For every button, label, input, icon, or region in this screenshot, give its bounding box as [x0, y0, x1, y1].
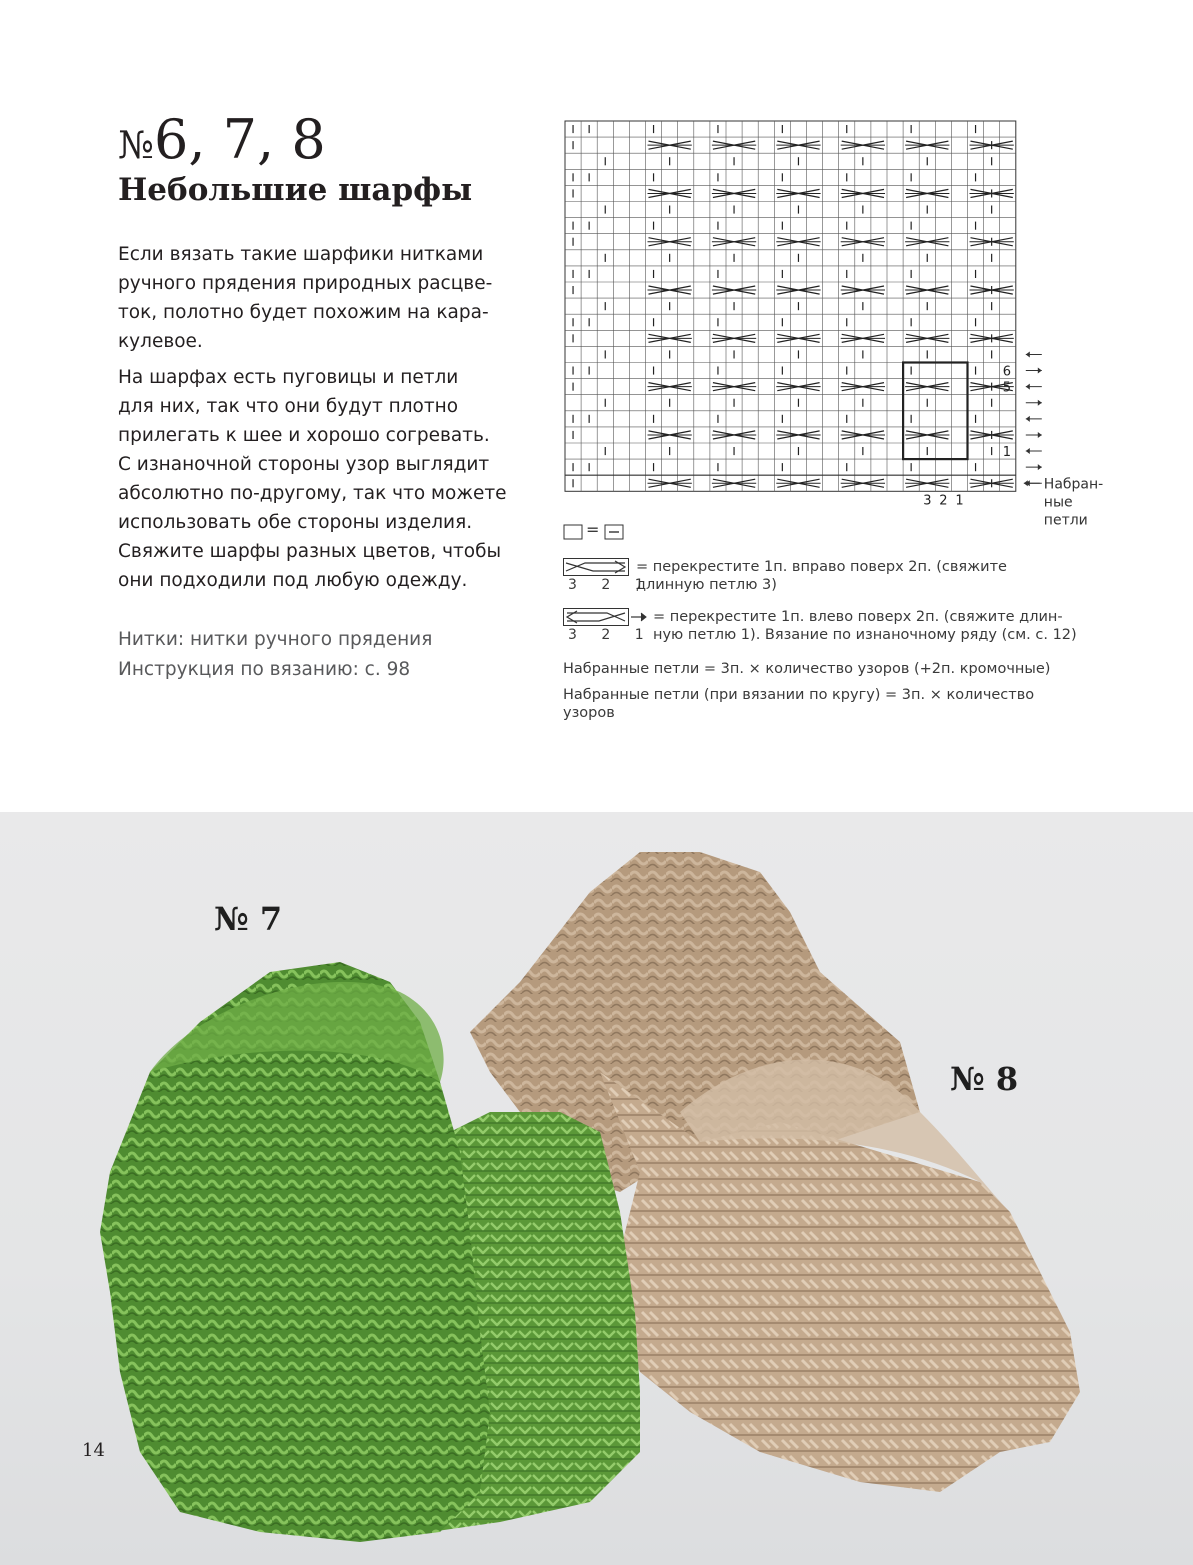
equals-sign: = — [586, 520, 600, 539]
cast-on-label: ные — [1043, 494, 1073, 511]
arrow-head — [1026, 351, 1030, 357]
label-no-7: № 7 — [214, 900, 283, 938]
pattern-numbers: 6, 7, 8 — [153, 108, 326, 171]
intro-paragraph: Если вязать такие шарфики нитками ручного прядения природных расцве- ток, полотно будет похожим на кара- кулевое. — [118, 244, 493, 352]
arrow-head — [1038, 400, 1042, 406]
row-label: 5 — [1002, 380, 1012, 396]
knitting-chart — [560, 116, 1120, 536]
scarves-illustration — [0, 812, 1193, 1565]
cast-on-label: Набран- — [1043, 476, 1104, 493]
cross-right-text: = перекрестите 1п. вправо поверх 2п. (свяжите длинную петлю 3) — [636, 559, 1007, 593]
cross-left-symbol-icon — [563, 608, 649, 626]
column-label: 3 — [923, 493, 932, 509]
row-label: 1 — [1002, 445, 1012, 461]
scarves-photo — [0, 812, 1193, 1565]
cross-right-numbers: 3 2 1 — [568, 577, 654, 593]
arrow-head — [1026, 448, 1030, 454]
row-label: 6 — [1002, 364, 1012, 380]
cross-right-symbol-icon — [563, 558, 629, 576]
arrow-head — [1038, 368, 1042, 374]
cast-on-label: петли — [1043, 512, 1088, 529]
cast-on-formula-round: Набранные петли (при вязании по кругу) = 3п. × количество узоров — [563, 687, 1035, 721]
cross-left-numbers: 3 2 1 — [568, 627, 654, 643]
pattern-numbers-heading — [118, 108, 326, 171]
yarn-info: Нитки: нитки ручного прядения — [118, 629, 433, 650]
cast-on-formula: Набранные петли = 3п. × количество узоров (+2п. кромочные) — [563, 661, 1051, 677]
number-sign: № — [118, 123, 154, 167]
instructions-ref: Инструкция по вязанию: с. 98 — [118, 659, 411, 680]
label-no-8: № 8 — [950, 1060, 1019, 1098]
cross-left-text: = перекрестите 1п. влево поверх 2п. (свяжите длин- ную петлю 1). Вязание по изнаночному ряду (см. с. 12) — [653, 609, 1077, 643]
arrow-head — [1038, 432, 1042, 438]
chart-legend — [563, 522, 1123, 730]
arrow-head — [1026, 416, 1030, 422]
materials-info — [118, 625, 432, 685]
column-label: 1 — [955, 493, 964, 509]
page-number: 14 — [82, 1440, 105, 1461]
intro-text — [118, 240, 538, 602]
arrow-head — [1026, 384, 1030, 390]
column-label: 2 — [939, 493, 948, 509]
arrow-head — [1024, 480, 1028, 486]
page-title: Небольшие шарфы — [118, 172, 473, 208]
intro-paragraph: На шарфах есть пуговицы и петли для них, так что они будут плотно прилегать к шее и хорошо согревать. С изнаночной стороны узор выглядит абсолютно по-другому, так что можете использовать обе стороны изделия. Свяжите шарфы разных цветов, чтобы они подходили под любую одежду. — [118, 367, 507, 591]
arrow-head — [1038, 464, 1042, 470]
